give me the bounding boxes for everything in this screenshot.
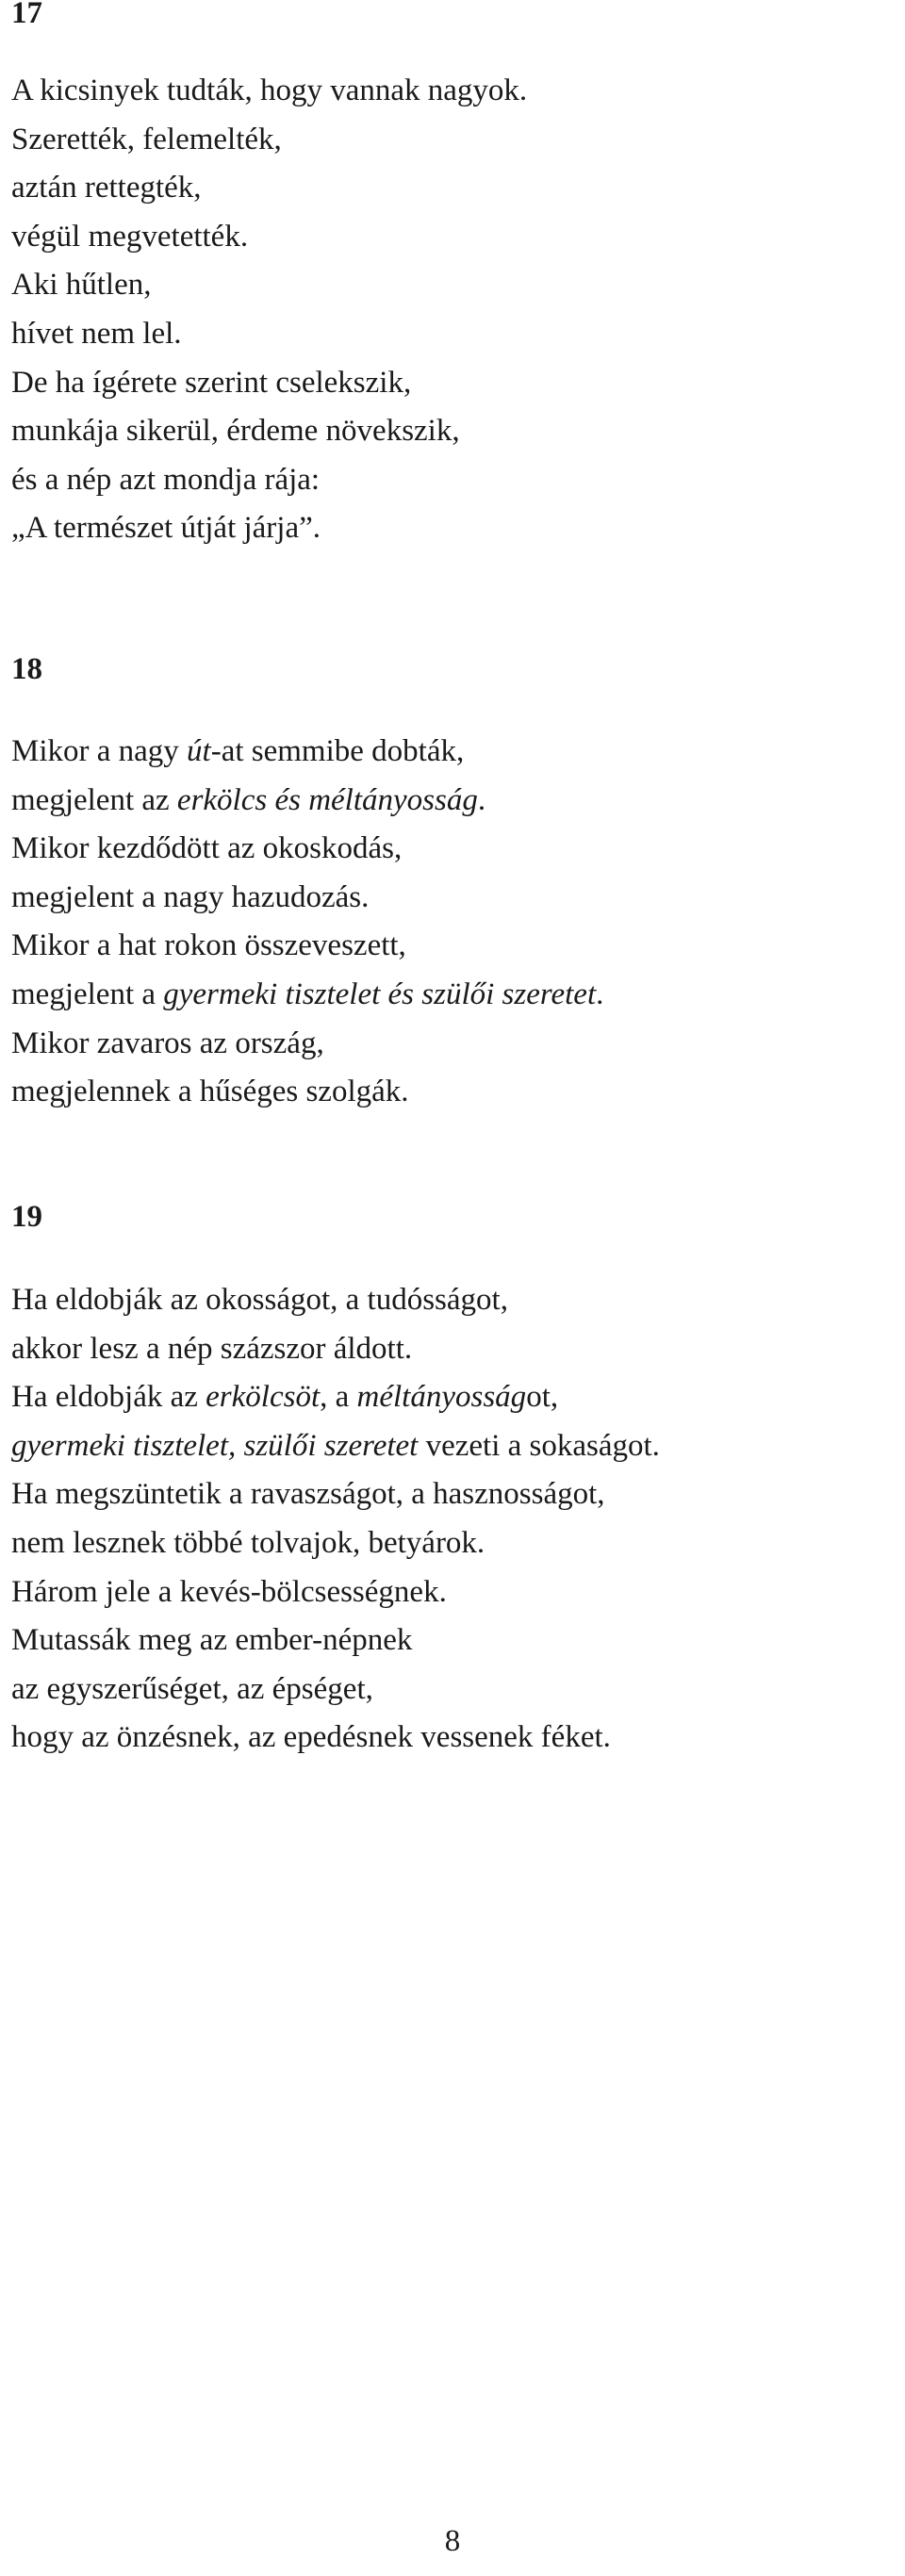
- line-segment: -at semmibe dobták,: [210, 734, 465, 768]
- line-segment: A kicsinyek tudták, hogy vannak nagyok.: [11, 74, 528, 107]
- section-number: 17: [11, 0, 42, 30]
- line-segment: hívet nem lel.: [11, 316, 182, 351]
- line-segment: megjelent a nagy hazudozás.: [11, 879, 370, 914]
- line-segment: Ha megszüntetik a ravaszságot, a hasznosságot,: [11, 1477, 605, 1512]
- poem-line: [11, 213, 897, 262]
- line-segment: ot,: [526, 1380, 559, 1415]
- poem-line: [11, 777, 897, 826]
- page-number: 8: [444, 2524, 461, 2558]
- italic-term: méltányosság: [356, 1380, 527, 1415]
- line-segment: az egyszerűséget, az épséget,: [11, 1671, 373, 1706]
- italic-term: erkölcs és méltányosság: [176, 782, 478, 817]
- line-segment: , a: [320, 1380, 357, 1415]
- poem-line: [11, 971, 897, 1020]
- line-segment: aztán rettegték,: [11, 171, 202, 205]
- poem-line: [11, 1568, 897, 1617]
- line-segment: Aki hűtlen,: [11, 268, 152, 303]
- line-segment: Ha eldobják az okosságot, a tudósságot,: [11, 1283, 508, 1317]
- poem-text: [11, 1276, 897, 1763]
- italic-term: gyermeki tisztelet, szülői szeretet: [11, 1428, 419, 1463]
- section-18: [11, 652, 897, 1117]
- line-segment: „A természet útját járja”.: [11, 511, 321, 546]
- line-segment: vezeti a sokaságot.: [418, 1428, 660, 1463]
- section-17: [11, 0, 897, 553]
- poem-line: [11, 1276, 897, 1325]
- poem-line: [11, 1068, 897, 1117]
- poem-line: [11, 1714, 897, 1763]
- line-segment: Mikor zavaros az ország,: [11, 1025, 324, 1060]
- poem-line: [11, 1519, 897, 1568]
- poem-line: [11, 504, 897, 553]
- italic-term: erkölcsöt: [206, 1380, 321, 1415]
- section-19: [11, 1200, 897, 1763]
- poem-line: [11, 310, 897, 359]
- poem-line: [11, 1470, 897, 1519]
- poem-line: [11, 825, 897, 874]
- poem-line: [11, 1665, 897, 1715]
- line-segment: Mikor a hat rokon összeveszett,: [11, 928, 406, 963]
- italic-term: út: [187, 734, 211, 768]
- line-segment: megjelent a: [11, 976, 164, 1011]
- section-number: 19: [11, 1200, 42, 1234]
- line-segment: Szerették, felemelték,: [11, 122, 282, 156]
- line-segment: végül megvetették.: [11, 219, 249, 254]
- poem-line: [11, 456, 897, 505]
- poem-line: [11, 67, 897, 116]
- poem-line: [11, 1616, 897, 1665]
- poem-line: [11, 1373, 897, 1422]
- poem-line: [11, 1422, 897, 1471]
- line-segment: .: [596, 976, 604, 1011]
- poem-line: [11, 261, 897, 310]
- line-segment: De ha ígérete szerint cselekszik,: [11, 365, 412, 400]
- line-segment: megjelennek a hűséges szolgák.: [11, 1075, 409, 1109]
- line-segment: hogy az önzésnek, az epedésnek vessenek féket.: [11, 1720, 611, 1755]
- poem-line: [11, 116, 897, 165]
- line-segment: nem lesznek többé tolvajok, betyárok.: [11, 1525, 485, 1560]
- line-segment: Ha eldobják az: [11, 1380, 206, 1415]
- line-segment: munkája sikerül, érdeme növekszik,: [11, 414, 460, 449]
- line-segment: Mikor kezdődött az okoskodás,: [11, 831, 403, 866]
- line-segment: és a nép azt mondja rája:: [11, 462, 321, 497]
- section-number: 18: [11, 652, 42, 686]
- poem-line: [11, 922, 897, 971]
- poem-line: [11, 728, 897, 777]
- line-segment: akkor lesz a nép százszor áldott.: [11, 1331, 413, 1366]
- poem-line: [11, 164, 897, 213]
- poem-line: [11, 359, 897, 408]
- poem-text: [11, 67, 897, 553]
- poem-text: [11, 728, 897, 1117]
- line-segment: megjelent az: [11, 782, 177, 817]
- line-segment: Mikor a nagy: [11, 734, 188, 768]
- line-segment: .: [477, 782, 486, 817]
- line-segment: Három jele a kevés-bölcsességnek.: [11, 1574, 447, 1609]
- italic-term: gyermeki tisztelet és szülői szeretet: [163, 976, 597, 1011]
- poem-line: [11, 874, 897, 923]
- poem-line: [11, 407, 897, 456]
- line-segment: Mutassák meg az ember-népnek: [11, 1623, 413, 1658]
- poem-line: [11, 1325, 897, 1374]
- poem-line: [11, 1020, 897, 1069]
